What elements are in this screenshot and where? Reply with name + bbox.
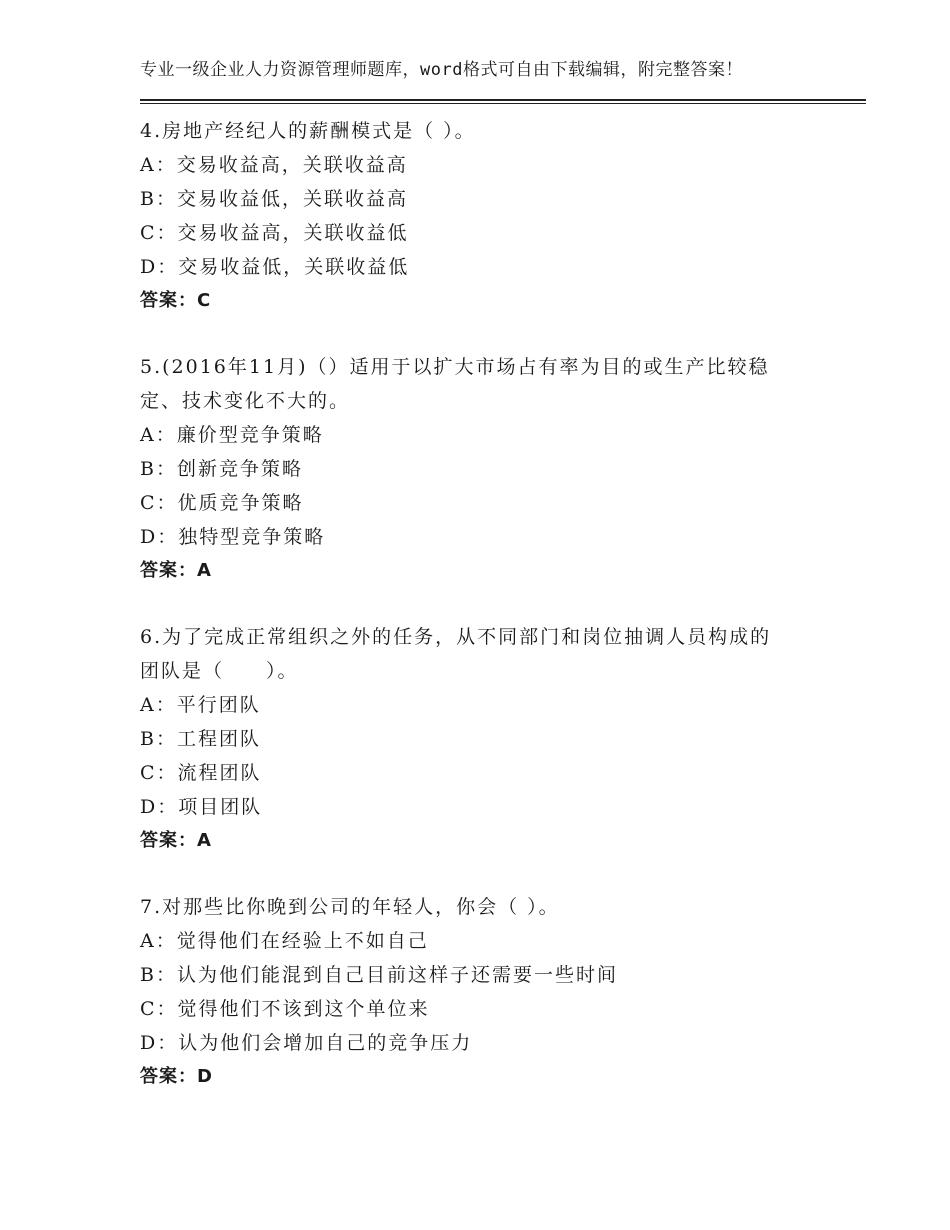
- option-b: B：工程团队: [140, 728, 261, 750]
- option-b: B：创新竞争策略: [140, 458, 303, 480]
- option-c: C：交易收益高，关联收益低: [140, 222, 409, 244]
- option-c: C：流程团队: [140, 762, 262, 784]
- question-stem-continued: 团队是（ ）。: [140, 660, 299, 682]
- answer-label: 答案：C: [140, 290, 212, 311]
- option-d: D：认为他们会增加自己的竞争压力: [140, 1032, 473, 1054]
- answer-label: 答案：A: [140, 560, 212, 581]
- header-rule-thick: [140, 99, 866, 101]
- question-stem: 4.房地产经纪人的薪酬模式是（ ）。: [140, 120, 476, 142]
- question-stem-continued: 定、技术变化不大的。: [140, 390, 351, 412]
- question-stem: 5.(2016年11月)（）适用于以扩大市场占有率为目的或生产比较稳: [140, 356, 770, 378]
- option-c: C：觉得他们不该到这个单位来: [140, 998, 430, 1020]
- header-rule-thin: [140, 103, 866, 104]
- answer-label: 答案：D: [140, 1066, 213, 1087]
- question-7: [140, 890, 820, 1094]
- page-header: 专业一级企业人力资源管理师题库，word格式可自由下载编辑，附完整答案！: [140, 60, 743, 80]
- question-stem: 6.为了完成正常组织之外的任务，从不同部门和岗位抽调人员构成的: [140, 626, 772, 648]
- option-d: D：项目团队: [140, 796, 263, 818]
- option-a: A：觉得他们在经验上不如自己: [140, 930, 429, 952]
- question-5: [140, 350, 820, 588]
- answer-label: 答案：A: [140, 830, 212, 851]
- option-b: B：认为他们能混到自己目前这样子还需要一些时间: [140, 964, 618, 986]
- option-a: A：平行团队: [140, 694, 261, 716]
- question-list: [140, 114, 820, 1126]
- option-a: A：交易收益高，关联收益高: [140, 154, 408, 176]
- question-6: [140, 620, 820, 858]
- question-4: [140, 114, 820, 318]
- option-d: D：交易收益低，关联收益低: [140, 256, 410, 278]
- option-a: A：廉价型竞争策略: [140, 424, 324, 446]
- option-c: C：优质竞争策略: [140, 492, 304, 514]
- question-stem: 7.对那些比你晚到公司的年轻人，你会（ ）。: [140, 896, 560, 918]
- option-d: D：独特型竞争策略: [140, 526, 326, 548]
- option-b: B：交易收益低，关联收益高: [140, 188, 408, 210]
